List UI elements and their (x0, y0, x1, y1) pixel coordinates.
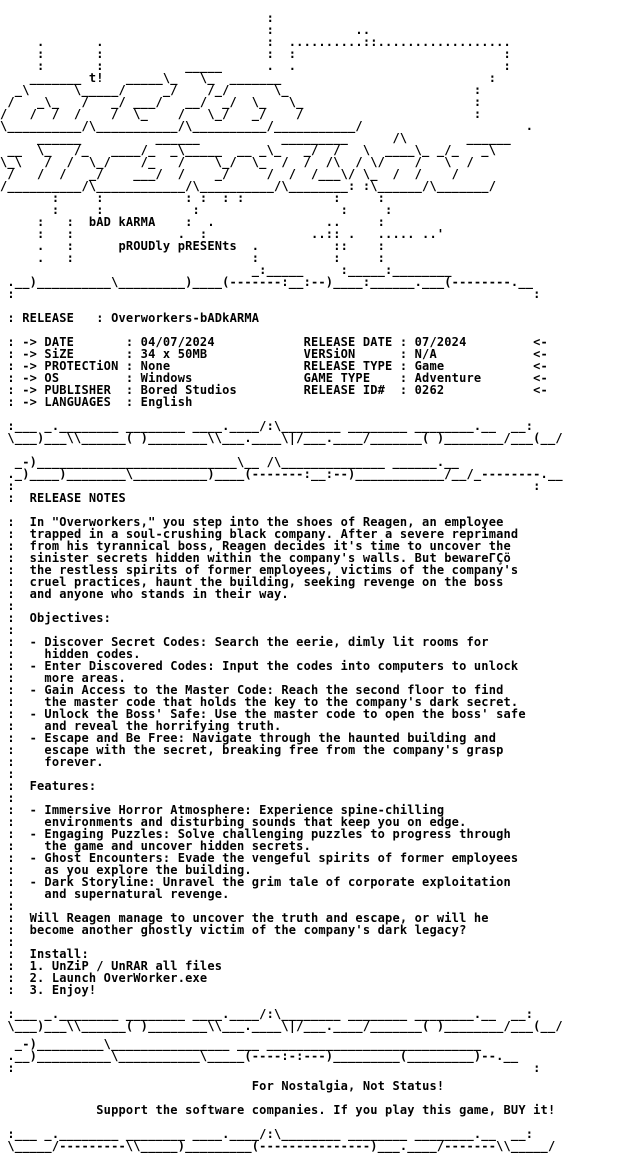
logo-art-line: __ \_ /_ ____/_ _\_____ __ _\_ _/ / \ ____\_ _/_ _\ (0, 143, 497, 157)
notes-line: : - Dark Storyline: Unravel the grim tale of corporate exploitation (0, 875, 511, 889)
notes-line: : cruel practices, haunt the building, seeking revenge on the boss (0, 575, 504, 589)
logo-art-line: : : : : : : : : (0, 191, 386, 205)
footer-support: Support the software companies. If you play this game, BUY it! (96, 1103, 556, 1117)
notes-line: : become another ghostly victim of the company's dark legacy? (0, 923, 467, 937)
logo-art-line: : : bAD kARMA : . .. : (0, 215, 386, 229)
release-rows (0, 336, 640, 408)
notes-heading-line: : RELEASE NOTES (0, 491, 126, 505)
notes-line: : - Escape and Be Free: Navigate through the haunted building and (0, 731, 497, 745)
notes-line: : - Engaging Puzzles: Solve challenging puzzles to progress through (0, 827, 511, 841)
release-box-top-border: .__)__________\_________)____(-------:__:--)____:______.___(--------.__ : : (7, 275, 541, 301)
footer-motto-line (0, 1080, 444, 1092)
notes-body (0, 516, 640, 996)
footer-motto: For Nostalgia, Not Status! (251, 1079, 445, 1093)
notes-line: : as you explore the building. (0, 863, 252, 877)
notes-line: : trapped in a soul-crushing black company. After a severe reprimand (0, 527, 519, 541)
notes-line: : Will Reagen manage to uncover the truth and escape, or will he (0, 911, 489, 925)
release-title-value: Overworkers-bADkARMA (111, 311, 260, 325)
notes-box-bottom-border: :___ _.________ ________ ____.____/:\________ ________ ________.__ __: \___)___\\______( )________\\___.____\|/___.____/_______( )________/___(__/ (7, 1007, 563, 1033)
notes-line: : the game and uncover hidden secrets. (0, 839, 311, 853)
notes-heading: RELEASE NOTES (29, 491, 126, 505)
logo-art-line: ______ ______ _________ /\ ______ (0, 131, 511, 145)
logo-art-line: . . : ..........::.................. (0, 35, 511, 49)
notes-blank-line: : (0, 767, 15, 781)
release-title-label: RELEASE (22, 311, 75, 325)
logo-art-line: : : . : ..:: . ..... ..' (0, 227, 445, 241)
footer-support-line (0, 1104, 555, 1116)
notes-line: : escape with the secret, breaking free from the company's grasp (0, 743, 504, 757)
release-info-row: : -> LANGUAGES : English (0, 395, 304, 409)
logo-art-line: : : _____ . . : (0, 59, 511, 73)
notes-line: : and anyone who stands in their way. (0, 587, 289, 601)
footer-box-top-border: _-)_________\________________ ___ _____________________________ .__)__________\___________\_____(----:-:---)_________(_________)--.__ : : (7, 1037, 541, 1075)
logo-art-line: \__________/\___________/\__________/___________/ . (0, 119, 534, 133)
notes-line: : environments and disturbing sounds that keep you on edge. (0, 815, 467, 829)
notes-line: : sinister secrets hidden within the company's walls. But bewareΓÇö (0, 551, 511, 565)
notes-line: : and reveal the horrifying truth. (0, 719, 282, 733)
install-title: : Install: (0, 947, 89, 961)
notes-blank-line: : (0, 623, 15, 637)
logo-art-line: \_\ / / \_/ /_ / \_/ \_ / / /\ / \/ / \ / (0, 155, 474, 169)
notes-line: : - Immersive Horror Atmosphere: Experience spine-chilling (0, 803, 445, 817)
logo-art-line: _______ t! _____\_ \_ _______ : (0, 71, 497, 85)
notes-line: : 1. UnZiP / UnRAR all files (0, 959, 223, 973)
logo-art-line: _\ \_____/ _/ /_/ \_ : (0, 83, 482, 97)
notes-line: : the restless spirits of former employees, victims of the company's (0, 563, 519, 577)
logo-art-line: : : : : : (0, 47, 511, 61)
notes-line: : hidden codes. (0, 647, 141, 661)
notes-line: : the master code that holds the key to the company's dark secret. (0, 695, 519, 709)
notes-line: : - Enter Discovered Codes: Input the codes into computers to unlock (0, 659, 519, 673)
notes-line: : 2. Launch OverWorker.exe (0, 971, 208, 985)
notes-line: : from his tyrannical boss, Reagen decides it's time to uncover the (0, 539, 511, 553)
release-info-row: : -> OS : Windows GAME TYPE : Adventure <- (0, 371, 548, 385)
logo-art-line: : : : : : (0, 203, 393, 217)
notes-line: : - Unlock the Boss' Safe: Use the master code to open the boss' safe (0, 707, 526, 721)
objectives-title: : Objectives: (0, 611, 112, 625)
release-box-bottom-border: :___ _.________ ________ ____.____/:\________ ________ ________.__ __: \___)___\\______( )________\\___.____\|/___.____/_______( )________/___(__/ (7, 419, 563, 445)
logo-art-line: /__________/\____________/\__________/\________: :\______/\_______/ (0, 179, 497, 193)
footer-box-bottom-border: :___ _.________ ________ ____.____/:\________ ________ ________.__ __: \_____/---------\\_____)_________(---------------)___.____/-------\\_____/ (7, 1127, 556, 1153)
notes-line: : forever. (0, 755, 104, 769)
notes-blank-line: : (0, 599, 15, 613)
notes-line: : - Discover Secret Codes: Search the eerie, dimly lit rooms for (0, 635, 489, 649)
notes-box-top-border: _-)___________________________\__ /\______________ ______.__ ._)____)________\__________)____(-------:__:--)____________/__/_--------.__ : : (7, 455, 563, 493)
release-info-row: : -> DATE : 04/07/2024 RELEASE DATE : 07/2024 <- (0, 335, 548, 349)
logo-art-line: _:_____ :_____:________ (0, 263, 452, 277)
notes-blank-line: : (0, 791, 15, 805)
logo-art-line: : (0, 11, 274, 25)
logo-art-line: / / / / / \_ / \_/ _/ / : (0, 107, 482, 121)
notes-line: : - Gain Access to the Master Code: Reach the second floor to find (0, 683, 504, 697)
notes-blank-line: : (0, 899, 15, 913)
notes-line: : more areas. (0, 671, 126, 685)
notes-line: : 3. Enjoy! (0, 983, 97, 997)
release-info-row: : -> SiZE : 34 x 50MB VERSiON : N/A <- (0, 347, 548, 361)
logo-art (0, 12, 640, 276)
features-title: : Features: (0, 779, 97, 793)
release-info-row: : -> PUBLISHER : Bored Studios RELEASE ID# : 0262 <- (0, 383, 548, 397)
logo-art-line: / / / _/ ___/ / _/ / / /___\/ \_ / / / (0, 167, 460, 181)
notes-blank-line: : (0, 935, 15, 949)
logo-art-line: . : : : : (0, 251, 386, 265)
notes-line: : In "Overworkers," you step into the shoes of Reagen, an employee (0, 515, 504, 529)
notes-line: : and supernatural revenge. (0, 887, 230, 901)
logo-art-line: / _\_ / _/ ___/ __/ _/ \_ \_ : (0, 95, 482, 109)
logo-art-line: . : pROUDly pRESENts . :: : (0, 239, 386, 253)
notes-line: : - Ghost Encounters: Evade the vengeful spirits of former employees (0, 851, 519, 865)
release-info-row: : -> PROTECTiON : None RELEASE TYPE : Game <- (0, 359, 548, 373)
logo-art-line: : .. (0, 23, 371, 37)
release-title-line: : RELEASE : Overworkers-bADkARMA (0, 311, 260, 325)
